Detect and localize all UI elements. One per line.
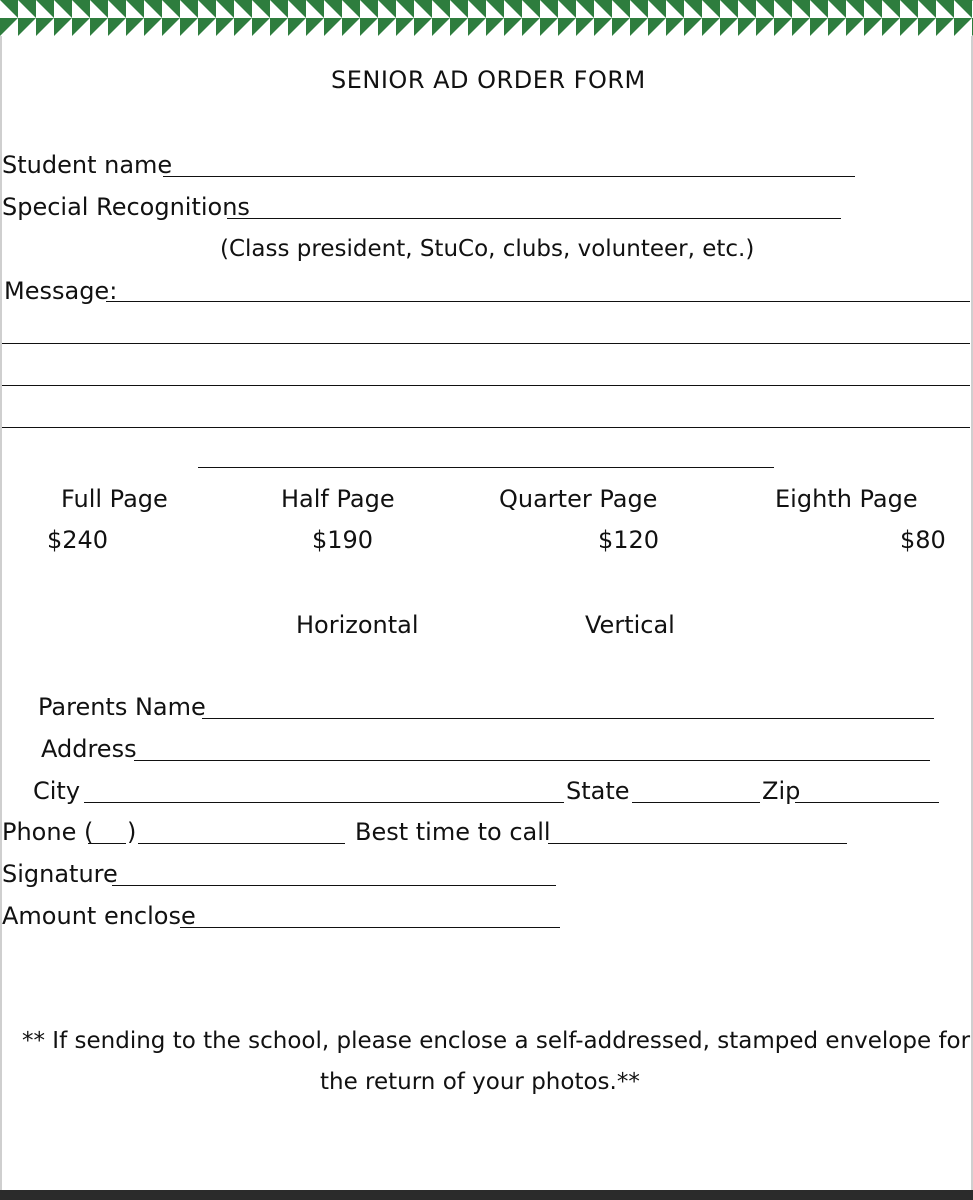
- green-pinwheel-banner: [0, 0, 973, 36]
- banner-triangle: [378, 18, 396, 36]
- banner-triangle: [936, 18, 954, 36]
- banner-triangle: [180, 0, 198, 18]
- banner-triangle: [954, 18, 972, 36]
- banner-triangle: [180, 18, 198, 36]
- banner-triangle: [378, 0, 396, 18]
- student-name-label: Student name: [2, 151, 173, 179]
- best-time-label: Best time to call: [355, 818, 551, 846]
- bottom-edge-bar: [0, 1190, 973, 1200]
- banner-triangle: [396, 0, 414, 18]
- banner-triangle: [594, 18, 612, 36]
- banner-triangle: [72, 18, 90, 36]
- message-line-4[interactable]: [2, 427, 970, 428]
- banner-triangle: [576, 18, 594, 36]
- banner-triangle: [198, 0, 216, 18]
- banner-triangle: [594, 0, 612, 18]
- banner-triangle: [0, 18, 18, 36]
- banner-triangle: [162, 0, 180, 18]
- banner-triangle: [828, 0, 846, 18]
- parents-name-field[interactable]: [202, 718, 934, 719]
- banner-triangle: [684, 0, 702, 18]
- banner-triangle: [630, 18, 648, 36]
- banner-triangle: [90, 0, 108, 18]
- banner-triangle: [288, 0, 306, 18]
- banner-triangle: [198, 18, 216, 36]
- banner-triangle: [450, 0, 468, 18]
- signature-label: Signature: [2, 860, 118, 888]
- banner-triangle: [504, 0, 522, 18]
- banner-triangle: [216, 18, 234, 36]
- zip-field[interactable]: [795, 802, 939, 803]
- horizontal-option[interactable]: Horizontal: [296, 611, 419, 639]
- banner-triangle: [432, 0, 450, 18]
- banner-triangle: [756, 18, 774, 36]
- best-time-field[interactable]: [548, 843, 847, 844]
- banner-triangle: [234, 0, 252, 18]
- eighth-page-price: $80: [900, 526, 946, 554]
- message-line-3[interactable]: [2, 385, 970, 386]
- amount-enclosed-field[interactable]: [180, 927, 560, 928]
- full-page-price: $240: [47, 526, 109, 554]
- banner-triangle: [900, 0, 918, 18]
- banner-triangle: [540, 18, 558, 36]
- banner-triangle: [216, 0, 234, 18]
- half-page-price: $190: [312, 526, 374, 554]
- banner-triangle: [666, 0, 684, 18]
- banner-triangle: [558, 18, 576, 36]
- banner-triangle: [828, 18, 846, 36]
- banner-triangle: [612, 18, 630, 36]
- banner-triangle: [414, 0, 432, 18]
- message-line-5[interactable]: [198, 467, 774, 468]
- banner-triangle: [648, 18, 666, 36]
- banner-triangle: [90, 18, 108, 36]
- address-label: Address: [41, 735, 137, 763]
- banner-triangle: [918, 0, 936, 18]
- banner-triangle: [720, 0, 738, 18]
- banner-triangle: [360, 0, 378, 18]
- banner-triangle: [108, 18, 126, 36]
- banner-triangle: [792, 0, 810, 18]
- half-page-label[interactable]: Half Page: [281, 485, 395, 513]
- banner-triangle: [126, 0, 144, 18]
- banner-triangle: [486, 0, 504, 18]
- state-label: State: [566, 777, 630, 805]
- banner-triangle: [900, 18, 918, 36]
- banner-triangle: [882, 0, 900, 18]
- state-field[interactable]: [632, 802, 760, 803]
- banner-triangle: [684, 18, 702, 36]
- banner-triangle: [144, 0, 162, 18]
- banner-triangle: [252, 18, 270, 36]
- banner-triangle: [234, 18, 252, 36]
- parents-name-label: Parents Name: [38, 693, 206, 721]
- banner-triangle: [810, 18, 828, 36]
- quarter-page-label[interactable]: Quarter Page: [499, 485, 658, 513]
- student-name-field[interactable]: [163, 176, 855, 177]
- banner-triangle: [846, 0, 864, 18]
- zip-label: Zip: [762, 777, 801, 805]
- banner-triangle: [702, 0, 720, 18]
- phone-number-field[interactable]: [138, 843, 345, 844]
- banner-triangle: [558, 0, 576, 18]
- eighth-page-label[interactable]: Eighth Page: [775, 485, 918, 513]
- banner-triangle: [936, 0, 954, 18]
- message-line-2[interactable]: [2, 343, 970, 344]
- banner-triangle: [774, 18, 792, 36]
- signature-field[interactable]: [112, 885, 556, 886]
- banner-triangle: [306, 18, 324, 36]
- banner-triangle: [954, 0, 972, 18]
- banner-triangle: [504, 18, 522, 36]
- phone-area-code-field[interactable]: [88, 843, 126, 844]
- banner-triangle: [162, 18, 180, 36]
- banner-triangle: [306, 0, 324, 18]
- banner-triangle: [630, 0, 648, 18]
- banner-triangle: [468, 18, 486, 36]
- banner-triangle: [432, 18, 450, 36]
- banner-triangle: [360, 18, 378, 36]
- banner-triangle: [342, 18, 360, 36]
- banner-triangle: [414, 18, 432, 36]
- banner-triangle: [144, 18, 162, 36]
- banner-triangle: [810, 0, 828, 18]
- banner-triangle: [864, 0, 882, 18]
- banner-triangle: [396, 18, 414, 36]
- special-recognitions-field[interactable]: [227, 218, 841, 219]
- banner-triangle: [486, 18, 504, 36]
- banner-triangle: [252, 0, 270, 18]
- banner-triangle: [18, 18, 36, 36]
- message-label: Message:: [4, 277, 118, 305]
- banner-triangle: [72, 0, 90, 18]
- banner-triangle: [324, 18, 342, 36]
- banner-triangle: [18, 0, 36, 18]
- address-field[interactable]: [134, 760, 930, 761]
- banner-triangle: [612, 0, 630, 18]
- footer-note-line-1: ** If sending to the school, please enclose a self-addressed, stamped envelope for: [22, 1028, 971, 1054]
- banner-triangle: [648, 0, 666, 18]
- banner-triangle: [36, 18, 54, 36]
- banner-triangle: [324, 0, 342, 18]
- banner-triangle: [54, 0, 72, 18]
- banner-triangle: [792, 18, 810, 36]
- special-recognitions-label: Special Recognitions: [2, 193, 250, 221]
- quarter-page-price: $120: [598, 526, 660, 554]
- banner-triangle: [270, 0, 288, 18]
- banner-triangle: [702, 18, 720, 36]
- banner-triangle: [846, 18, 864, 36]
- banner-triangle: [882, 18, 900, 36]
- banner-triangle: [288, 18, 306, 36]
- message-line-1[interactable]: [106, 301, 970, 302]
- phone-paren-close: ): [127, 818, 137, 846]
- banner-triangle: [270, 18, 288, 36]
- banner-triangle: [738, 0, 756, 18]
- full-page-label[interactable]: Full Page: [61, 485, 168, 513]
- banner-triangle: [126, 18, 144, 36]
- amount-enclosed-label: Amount enclose: [2, 902, 196, 930]
- form-title: SENIOR AD ORDER FORM: [331, 66, 646, 94]
- banner-triangle: [450, 18, 468, 36]
- banner-triangle: [0, 0, 18, 18]
- banner-triangle: [36, 0, 54, 18]
- banner-triangle: [576, 0, 594, 18]
- banner-triangle: [774, 0, 792, 18]
- banner-triangle: [918, 18, 936, 36]
- banner-triangle: [522, 18, 540, 36]
- banner-triangle: [540, 0, 558, 18]
- city-label: City: [33, 777, 81, 805]
- banner-triangle: [342, 0, 360, 18]
- banner-triangle: [756, 0, 774, 18]
- phone-label: Phone (: [2, 818, 94, 846]
- banner-triangle: [108, 0, 126, 18]
- recognitions-hint: (Class president, StuCo, clubs, volunteer, etc.): [220, 236, 755, 262]
- banner-triangle: [720, 18, 738, 36]
- banner-triangle: [54, 18, 72, 36]
- banner-triangle: [468, 0, 486, 18]
- footer-note-line-2: the return of your photos.**: [320, 1069, 640, 1095]
- city-field[interactable]: [84, 802, 564, 803]
- banner-triangle: [738, 18, 756, 36]
- banner-triangle: [864, 18, 882, 36]
- vertical-option[interactable]: Vertical: [585, 611, 675, 639]
- banner-triangle: [666, 18, 684, 36]
- banner-triangle: [522, 0, 540, 18]
